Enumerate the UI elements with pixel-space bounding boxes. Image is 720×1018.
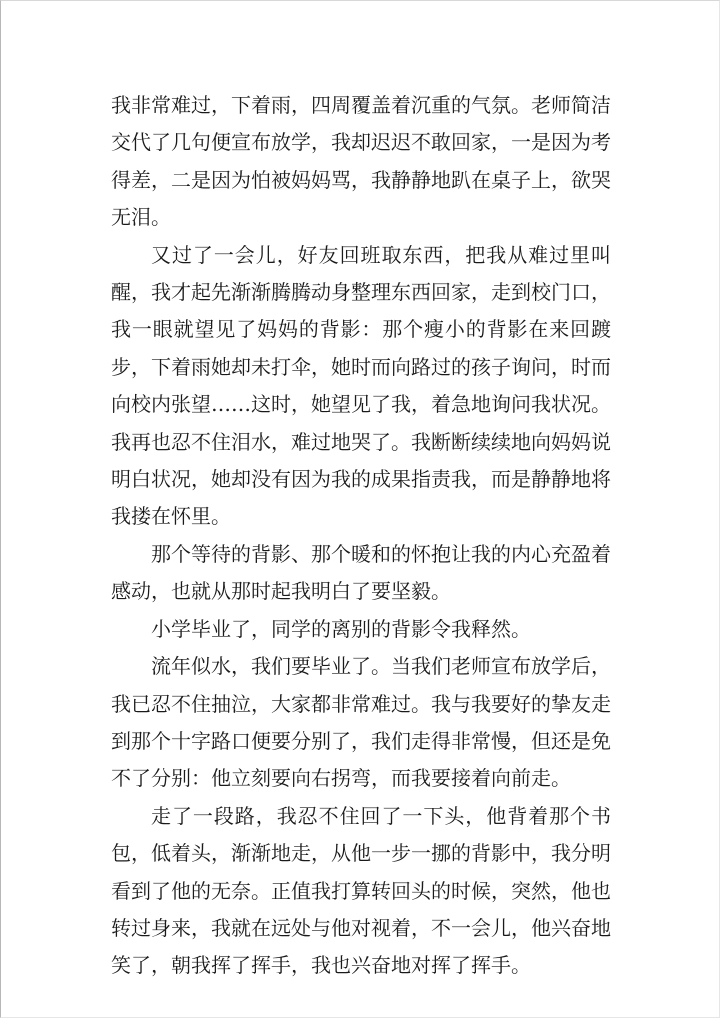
document-body — [111, 87, 611, 985]
paragraph-6: 走了一段路，我忍不住回了一下头，他背着那个书包，低着头，渐渐地走，从他一步一挪的背影中，我分明看到了他的无奈。正值我打算转回头的时候，突然，他也转过身来，我就在远处与他对视着，不一会儿，他兴奋地笑了，朝我挥了挥手，我也兴奋地对挥了挥手。 — [111, 803, 611, 978]
paragraph-3: 那个等待的背影、那个暖和的怀抱让我的内心充盈着感动，也就从那时起我明白了要坚毅。 — [111, 541, 611, 604]
paragraph-4: 小学毕业了，同学的离别的背影令我释然。 — [151, 616, 531, 641]
paragraph-1: 我非常难过，下着雨，四周覆盖着沉重的气氛。老师简洁交代了几句便宣布放学，我却迟迟不敢回家，一是因为考得差，二是因为怕被妈妈骂，我静静地趴在桌子上，欲哭无泪。 — [111, 93, 611, 230]
paragraph-2: 又过了一会儿，好友回班取东西，把我从难过里叫醒，我才起先渐渐腾腾动身整理东西回家，走到校门口，我一眼就望见了妈妈的背影：那个瘦小的背影在来回踱步，下着雨她却未打伞，她时而向路过的孩子询问，时而向校内张望……这时，她望见了我，着急地询问我状况。我再也忍不住泪水，难过地哭了。我断断续续地向妈妈说明白状况，她却没有因为我的成果指责我，而是静静地将我搂在怀里。 — [111, 242, 611, 529]
paragraph-5: 流年似水，我们要毕业了。当我们老师宣布放学后，我已忍不住抽泣，大家都非常难过。我与我要好的挚友走到那个十字路口便要分别了，我们走得非常慢，但还是免不了分别：他立刻要向右拐弯，而我要接着向前走。 — [111, 654, 611, 791]
